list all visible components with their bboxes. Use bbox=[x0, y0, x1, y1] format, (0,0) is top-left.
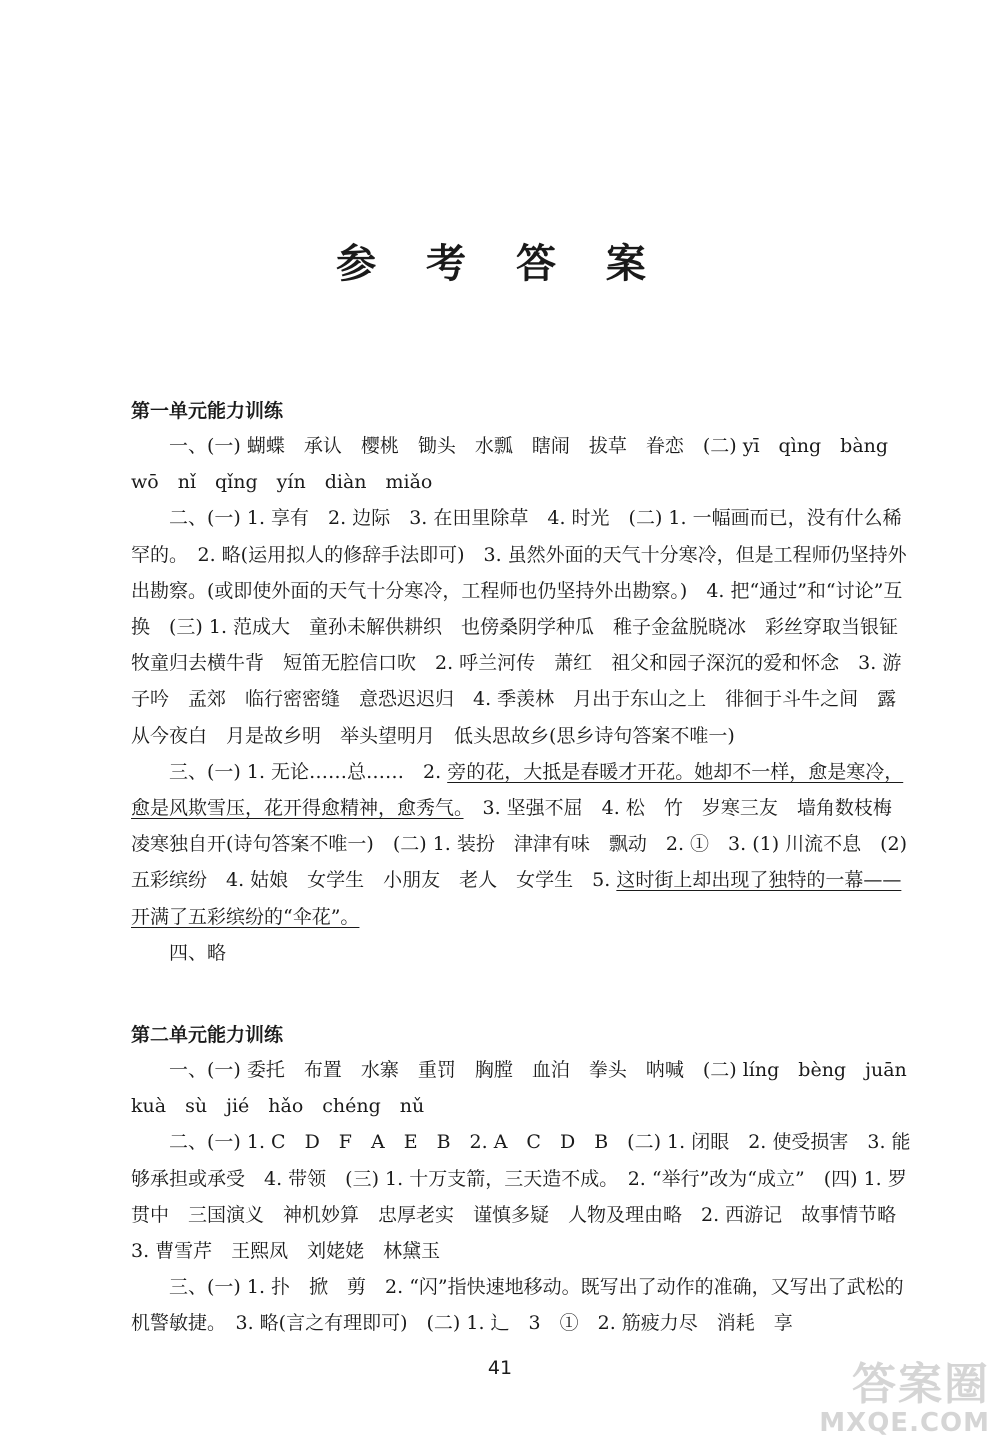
unit-2-heading: 第二单元能力训练 bbox=[131, 1024, 284, 1046]
underlined-answer-1: 旁的花，大抵是春暖才开花。她却不一样，愈是寒冷，愈是风欺雪压，花开得愈精神，愈秀气。 bbox=[131, 760, 904, 820]
unit-1-part-2: 二、(一) 1. 享有 2. 边际 3. 在田里除草 4. 时光 (二) 1. 一幅画而已，没有什么稀罕的。 2. 略(运用拟人的修辞手法即可) 3. 虽然外面的天气十分寒冷，但是工程师仍坚持外出勘察。(或即使外面的天气十分寒冷，工程师也仍坚持外出勘察。) 4. 把“通过”和“讨论”互换 (三) 1. 范成大 童孙未解供耕织 也傍桑阴学种瓜 稚子金盆脱晓冰 彩丝穿取当银钲 牧童归去横牛背 短笛无腔信口吹 2. 呼兰河传 萧红 祖父和园子深沉的爱和怀念 3. 游子吟 孟郊 临行密密缝 意恐迟迟归 4. 季羡林 月出于东山之上 徘徊于斗牛之间 露从今夜白 月是故乡明 举头望明月 低头思故乡(思乡诗句答案不唯一) bbox=[131, 507, 918, 747]
page-title: 参 考 答 案 bbox=[336, 241, 664, 287]
unit-1-part-1: 一、(一) 蝴蝶 承认 樱桃 锄头 水瓢 瞎闹 拔草 眷恋 (二) yī qìng bàng wō nǐ qǐng yín diàn miǎo bbox=[131, 435, 908, 494]
unit-2-part-3: 三、(一) 1. 扑 掀 剪 2. “闪”指快速地移动。既写出了动作的准确，又写出了武松的机警敏捷。 3. 略(言之有理即可) (二) 1. 辶 3 ① 2. 筋疲力尽 消耗 享 bbox=[131, 1276, 904, 1335]
unit-1-heading: 第一单元能力训练 bbox=[131, 400, 284, 422]
watermark-text: 答案圈 bbox=[852, 1359, 990, 1410]
unit-2-part-2: 二、(一) 1. C D F A E B 2. A C D B (二) 1. 闭眼 2. 使受损害 3. 能够承担或承受 4. 带领 (三) 1. 十万支箭，三天造不成。 2. “举行”改为“成立” (四) 1. 罗贯中 三国演义 神机妙算 忠厚老实 谨慎多疑 人物及理由略 2. 西游记 故事情节略 3. 曹雪芹 王熙凤 刘姥姥 林黛玉 bbox=[131, 1131, 916, 1263]
unit-1-part-3 bbox=[131, 754, 911, 935]
unit-2-section bbox=[131, 1022, 926, 1342]
unit-1-section bbox=[131, 398, 918, 971]
unit-1-part-4: 四、略 bbox=[169, 941, 227, 964]
page-number: 41 bbox=[487, 1357, 513, 1379]
unit-2-part-1: 一、(一) 委托 布置 水寨 重罚 胸膛 血泊 拳头 呐喊 (二) líng bèng juān kuà sù jié hǎo chéng nǔ bbox=[131, 1059, 926, 1118]
part-3-text-a: 三、(一) 1. 无论……总…… 2. bbox=[169, 760, 448, 783]
underlined-answer-2: 这时街上却出现了独特的一幕——开满了五彩缤纷的“伞花”。 bbox=[131, 869, 902, 928]
watermark-url: MXQE.COM bbox=[819, 1408, 990, 1438]
watermark-logo bbox=[819, 1359, 990, 1438]
part-3-text-b: 3. 坚强不屈 4. 松 竹 岁寒三友 墙角数枝梅 凌寒独自开(诗句答案不唯一) (二) 1. 装扮 津津有味 飘动 2. ① 3. (1) 川流不息 (2) 五彩缤纷 4. 姑娘 女学生 小朋友 老人 女学生 5. bbox=[131, 797, 911, 892]
